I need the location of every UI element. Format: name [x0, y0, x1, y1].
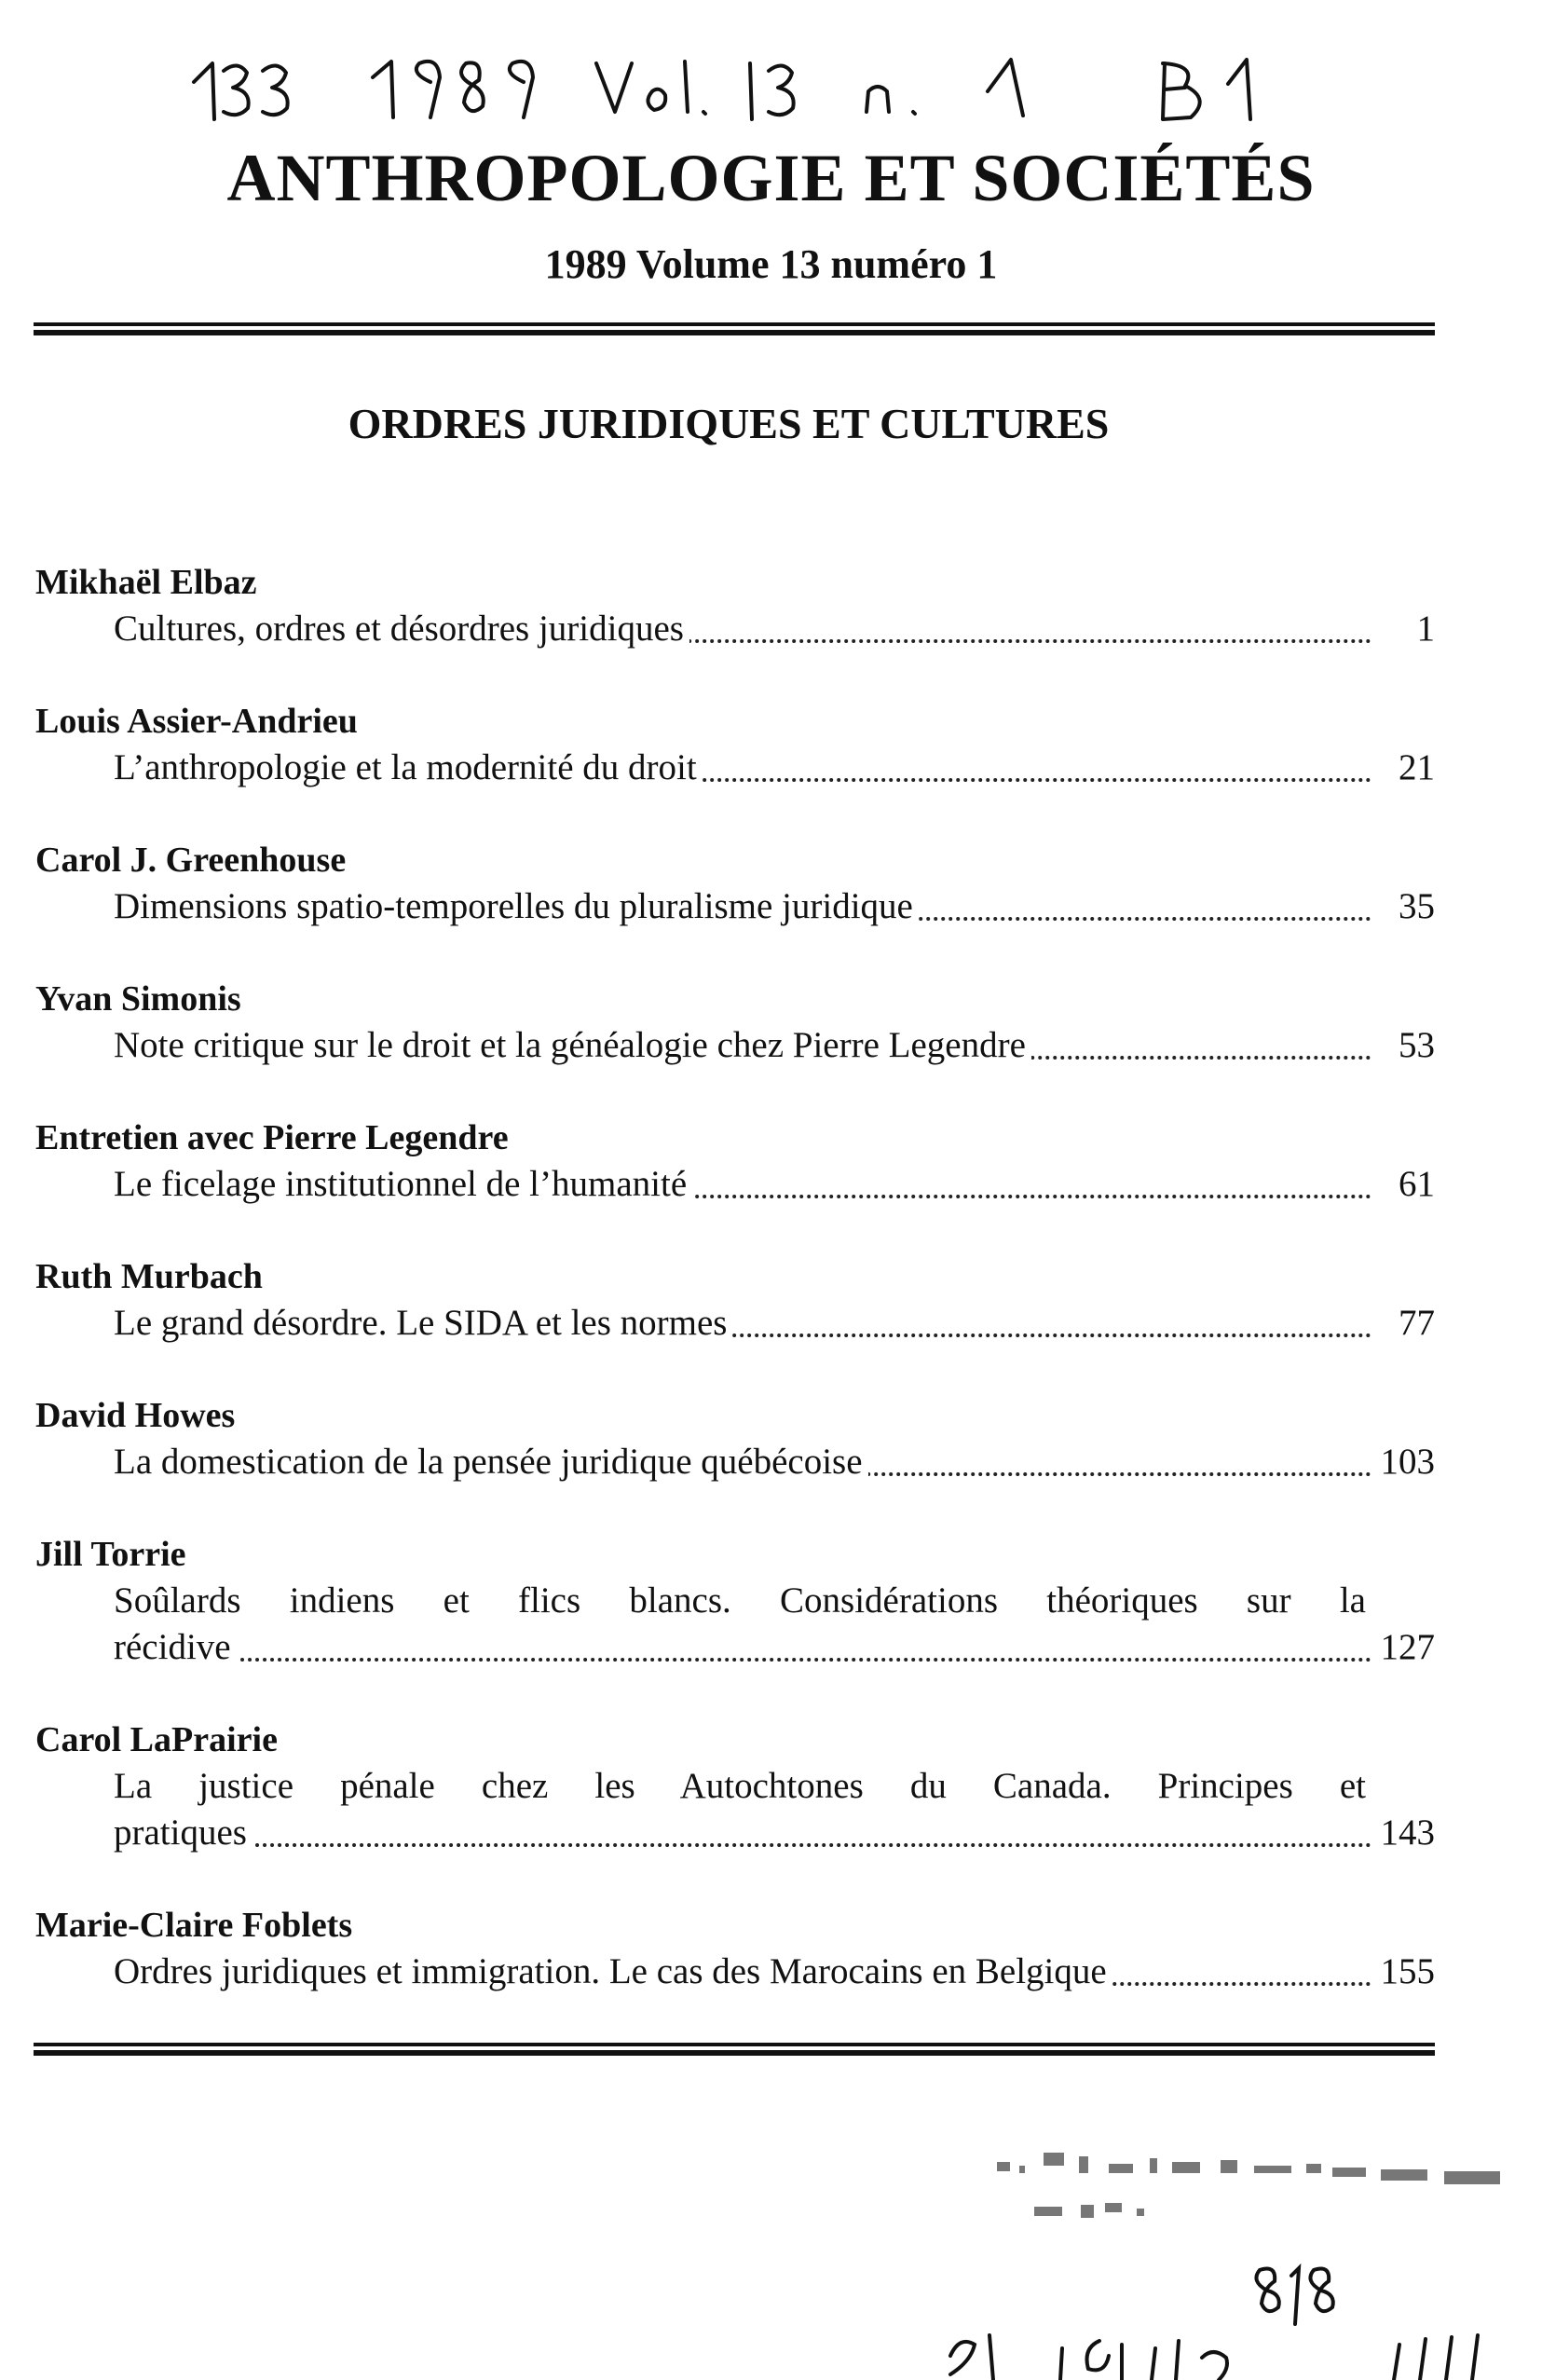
toc-title-line: [35, 1022, 1435, 1069]
toc-title-line: [35, 1439, 1435, 1485]
entry-spacer: [35, 1856, 1435, 1902]
dot-leader: [114, 1658, 1371, 1662]
toc-title: [114, 1763, 1371, 1810]
toc-entry: [35, 976, 1435, 1069]
toc-title: [114, 1161, 1371, 1208]
toc-entry: [35, 1531, 1435, 1671]
toc-entry: [35, 1902, 1435, 1995]
toc-author: Mikhaël Elbaz: [35, 563, 257, 602]
entry-spacer: [35, 652, 1435, 698]
toc-author: Carol J. Greenhouse: [35, 841, 347, 880]
entry-spacer: [35, 1485, 1435, 1531]
toc-title: [114, 1624, 1371, 1671]
toc-page-number: 127: [1380, 1627, 1435, 1667]
toc-title: [114, 1022, 1371, 1069]
toc-author: Louis Assier-Andrieu: [35, 702, 358, 741]
journal-title: ANTHROPOLOGIE ET SOCIÉTÉS: [226, 141, 1316, 215]
toc-entry: [35, 698, 1435, 791]
entry-spacer: [35, 1347, 1435, 1392]
toc-title-line: [35, 745, 1435, 791]
toc-title-text: Soûlards indiens et flics blancs. Considérations théoriques sur la: [114, 1580, 1371, 1621]
dot-leader: [114, 1843, 1371, 1847]
toc-title-text: Dimensions spatio-temporelles du pluralisme juridique: [114, 886, 919, 926]
toc-title: [114, 606, 1371, 652]
toc-title-line: [35, 1578, 1435, 1624]
toc-title-line: [35, 883, 1435, 930]
toc-entry: [35, 837, 1435, 930]
toc-title: [114, 1300, 1371, 1347]
toc-title-text: La justice pénale chez les Autochtones du Canada. Principes et: [114, 1766, 1371, 1806]
toc-title-line: [35, 1624, 1435, 1671]
toc-author: Jill Torrie: [35, 1535, 186, 1574]
toc-page-number: 103: [1380, 1442, 1435, 1482]
toc-title-text: récidive: [114, 1627, 237, 1667]
toc-title: [114, 1949, 1371, 1995]
toc-title-text: Ordres juridiques et immigration. Le cas des Marocains en Belgique: [114, 1951, 1112, 1991]
entry-spacer: [35, 1671, 1435, 1717]
toc-page-number: 77: [1399, 1303, 1435, 1343]
toc-author: Ruth Murbach: [35, 1257, 263, 1296]
toc-author: Entretien avec Pierre Legendre: [35, 1118, 509, 1157]
toc-author: Marie-Claire Foblets: [35, 1906, 353, 1945]
toc-entry: [35, 559, 1435, 652]
toc-title-line: [35, 606, 1435, 652]
toc-title-text: pratiques: [114, 1812, 252, 1853]
entry-spacer: [35, 791, 1435, 837]
toc-title-line: [35, 1810, 1435, 1856]
toc-entry: [35, 1253, 1435, 1347]
toc-title-text: Note critique sur le droit et la généalogie chez Pierre Legendre: [114, 1025, 1031, 1065]
toc-entry: [35, 1392, 1435, 1485]
toc-entry: [35, 1717, 1435, 1856]
toc-title: [114, 1578, 1371, 1624]
toc-title: [114, 1810, 1371, 1856]
toc-page-number: 35: [1399, 886, 1435, 926]
toc-page-number: 143: [1380, 1812, 1435, 1853]
toc-title-text: Le grand désordre. Le SIDA et les normes: [114, 1303, 732, 1343]
toc-author: David Howes: [35, 1396, 236, 1435]
toc-author: Yvan Simonis: [35, 979, 241, 1019]
toc-title-line: [35, 1763, 1435, 1810]
toc-page-number: 21: [1399, 747, 1435, 787]
toc-title-text: Cultures, ordres et désordres juridiques: [114, 609, 689, 649]
double-rule-top: [34, 322, 1435, 337]
toc-title: [114, 1439, 1371, 1485]
toc-title-text: La domestication de la pensée juridique québécoise: [114, 1442, 868, 1482]
library-stamp: [922, 2125, 1537, 2380]
toc-title-line: [35, 1161, 1435, 1208]
toc-title: [114, 745, 1371, 791]
toc-entry: [35, 1115, 1435, 1208]
table-of-contents: [35, 559, 1435, 1995]
toc-title-text: L’anthropologie et la modernité du droit: [114, 747, 703, 787]
toc-title-line: [35, 1949, 1435, 1995]
toc-page-number: 61: [1399, 1164, 1435, 1204]
toc-author: Carol LaPrairie: [35, 1720, 278, 1759]
double-rule-bottom: [34, 2043, 1435, 2058]
toc-title: [114, 883, 1371, 930]
toc-page-number: 155: [1380, 1951, 1435, 1991]
toc-title-line: [35, 1300, 1435, 1347]
entry-spacer: [35, 1208, 1435, 1253]
toc-title-text: Le ficelage institutionnel de l’humanité: [114, 1164, 692, 1204]
toc-page-number: 1: [1416, 609, 1435, 649]
entry-spacer: [35, 1069, 1435, 1115]
toc-page-number: 53: [1399, 1025, 1435, 1065]
entry-spacer: [35, 930, 1435, 976]
handwritten-annotation: [186, 26, 1351, 138]
issue-line: 1989 Volume 13 numéro 1: [544, 241, 998, 287]
section-title: ORDRES JURIDIQUES ET CULTURES: [348, 400, 1110, 447]
